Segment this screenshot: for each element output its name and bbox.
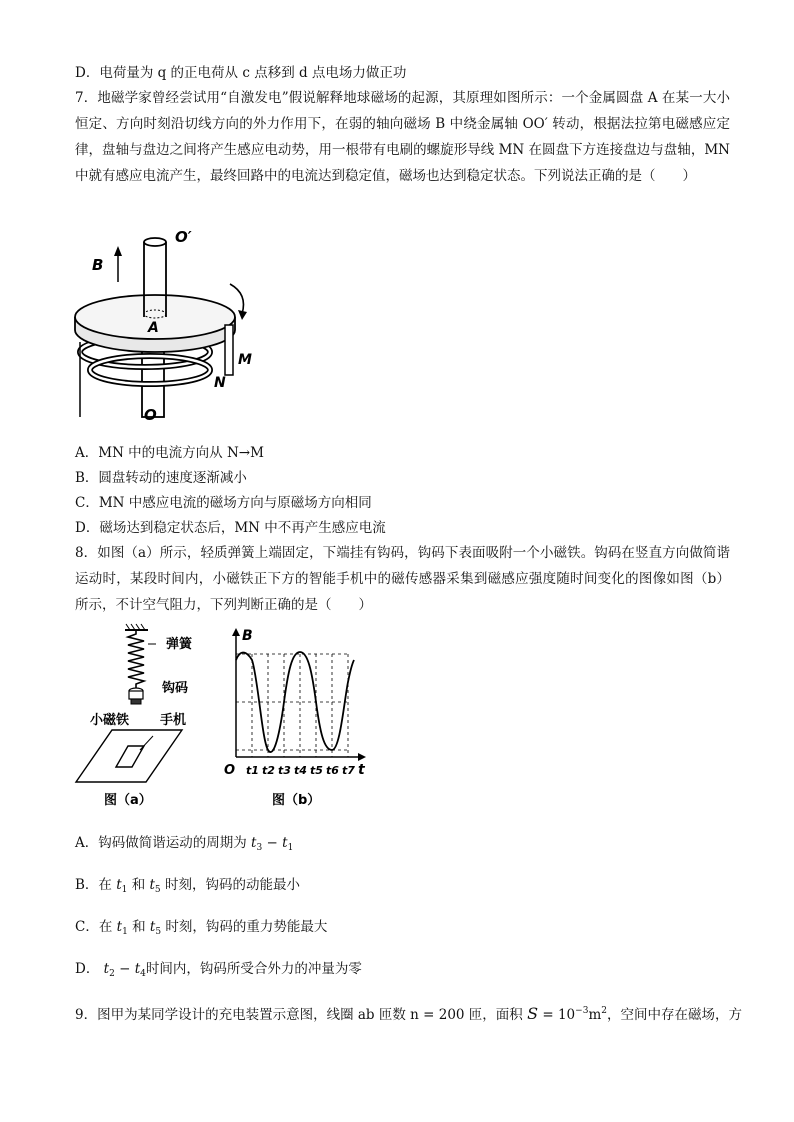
spring <box>128 630 144 688</box>
q8-option-b: B．在 $t_1$ 和 $t_5$ 时刻，钩码的动能最小 <box>75 877 300 895</box>
label-n: N <box>214 375 226 391</box>
q8-figure-a <box>70 622 220 812</box>
q8-option-a: A．钩码做简谐运动的周期为 $t_3 - t_1$ <box>75 835 294 853</box>
tick-t3: t3 <box>278 764 291 777</box>
label-b: B <box>92 256 104 274</box>
q7-option-a: A．MN 中的电流方向从 N→M <box>75 445 264 461</box>
q8-option-d: D． $t_2 - t_4$时间内，钩码所受合外力的冲量为零 <box>75 961 362 979</box>
tick-t2: t2 <box>262 764 275 777</box>
tick-t4: t4 <box>294 764 307 777</box>
label-t-axis: t <box>358 762 365 778</box>
q9-stem: 9．图甲为某同学设计的充电装置示意图，线圈 ab 匝数 n = 200 匝，面积 $S = 10^{-3}m^2$，空间中存在磁场，方 <box>75 1004 742 1023</box>
rotation-arrow <box>230 284 244 314</box>
b-curve <box>236 652 354 752</box>
label-magnet: 小磁铁 <box>90 713 130 728</box>
q7-option-c: C．MN 中感应电流的磁场方向与原磁场方向相同 <box>75 495 372 511</box>
label-spring: 弹簧 <box>166 637 193 652</box>
axis-upper <box>144 238 166 246</box>
weight <box>129 691 143 699</box>
q7-option-b: B．圆盘转动的速度逐渐减小 <box>75 470 247 486</box>
q8-figure-b <box>220 622 370 812</box>
tick-t5: t5 <box>310 764 323 777</box>
magnet <box>131 699 141 704</box>
caption-a: 图（a） <box>104 793 152 808</box>
label-weight: 钩码 <box>162 681 189 696</box>
label-o: O <box>144 406 157 422</box>
q7-disk-figure <box>70 222 270 422</box>
mn-wire <box>225 325 233 375</box>
q6-option-d: D．电荷量为 q 的正电荷从 c 点移到 d 点电场力做正功 <box>75 65 407 81</box>
q8-stem: 8．如图（a）所示，轻质弹簧上端固定，下端挂有钩码，钩码下表面吸附一个小磁铁。钩码在竖直方向做简谐运动时，某段时间内，小磁铁正下方的智能手机中的磁传感器采集到磁感应强度随时间变化的图像如图（b）所示，不计空气阻力，下列判断正确的是（ ） <box>75 545 730 613</box>
grid <box>236 654 350 757</box>
label-b-axis: B <box>242 628 253 644</box>
label-m: M <box>238 352 252 368</box>
label-origin: O <box>224 763 236 778</box>
q7-option-d: D．磁场达到稳定状态后，MN 中不再产生感应电流 <box>75 520 386 536</box>
tick-t6: t6 <box>326 764 339 777</box>
caption-b: 图（b） <box>272 793 321 808</box>
q8-option-c: C．在 $t_1$ 和 $t_5$ 时刻，钩码的重力势能最大 <box>75 919 328 937</box>
label-o-prime: O′ <box>175 228 192 246</box>
q7-stem: 7．地磁学家曾经尝试用“自激发电”假说解释地球磁场的起源，其原理如图所示：一个金属圆盘 A 在某一大小恒定、方向时刻沿切线方向的外力作用下，在弱的轴向磁场 B 中绕金属轴 OO′ 转动，根据法拉第电磁感应定律，盘轴与盘边之间将产生感应电动势，用一根带有电刷的螺旋形导线 MN 在圆盘下方连接盘边与盘轴，MN 中就有感应电流产生，最终回路中的电流达到稳定值，磁场也达到稳定状态。下列说法正确的是（ ） <box>75 90 730 184</box>
label-a: A <box>148 320 159 336</box>
label-phone: 手机 <box>160 713 187 728</box>
tick-t1: t1 <box>246 764 259 777</box>
tick-t7: t7 <box>342 764 355 777</box>
